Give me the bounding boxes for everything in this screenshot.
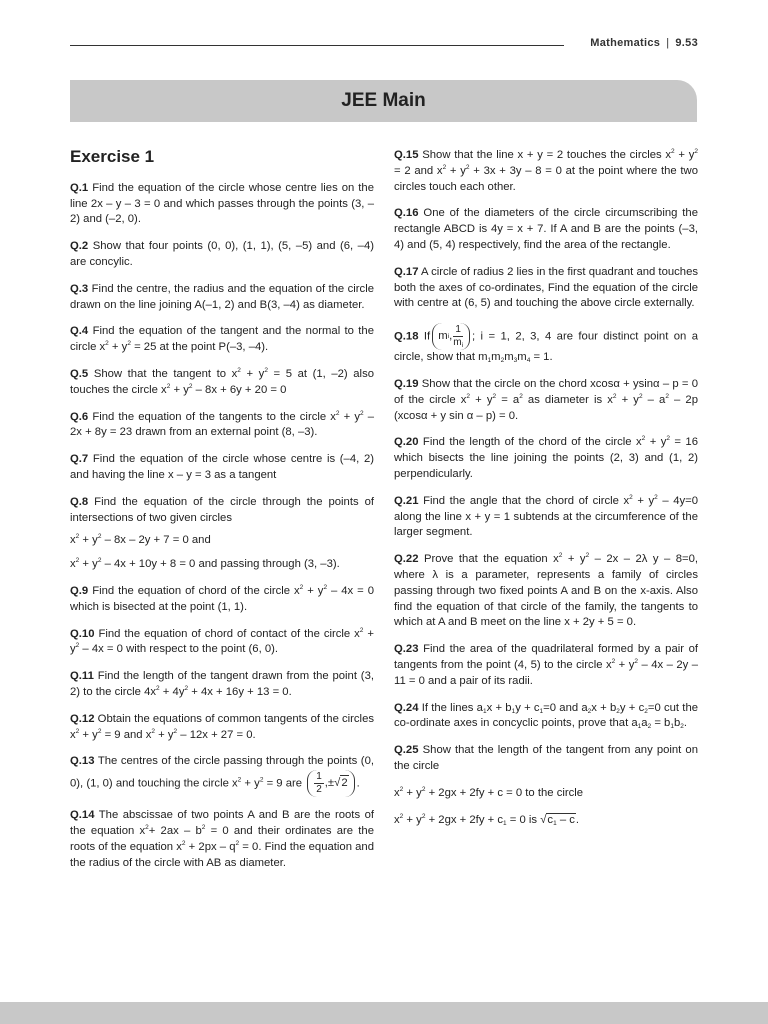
question-17: Q.17 A circle of radius 2 lies in the first quadrant and touches both the axes of co-ordinates, Find the equation of the circle with centre at (6, 5) and touching the above circle externally. [394,265,699,310]
question-3: Q.3 Find the centre, the radius and the equation of the circle drawn on the line joining A(–1, 2) and B(3, –4) as diameter. [70,282,374,311]
header-subject: Mathematics [590,37,661,49]
question-25: Q.25 Show that the length of the tangent from any point on the circle [394,744,698,772]
bottom-bar [0,1002,768,1024]
question-24: Q.24 If the lines $a_1x + b_1y + c_1=0$ and $a_2x + b_2y + c_2=0$ cut the co-ordinate axes in concyclic points, prove that $a_1a_2 = b_1b_2$. [394,701,699,731]
question-22: Q.22 Prove that the equation $x^2 + y^2 - 2x - 2\lambda$ y – 8=0, where λ is a parameter, represents a family of circles passing through two fixed points A and B on the x-axis. Also find the equation of that circle of the family, the tangents to which at A and B meet on the line x + 2y + 5 = 0. [394,552,698,629]
question-23: Q.23 Find the area of the quadrilateral formed by a pair of tangents from the point (4, 5) to the circle $x^2 + y^2 - 4x - 2y - 11 = 0$ and a pair of its radii. [394,643,699,687]
question-14: Q.14 The abscissae of two points A and B are the roots of the equation $x^2+ 2ax - b^2 = 0$ and their ordinates are the roots of the equation $x^2 + 2px - q^2 = 0$. Find the equation and the radius of the circle with AB as diameter. [70,809,374,869]
question-9: Q.9 Find the equation of chord of the circle $x^2 + y^2 - 4x = 0$ which is bisected at the point (1, 1). [70,583,374,613]
question-19: Q.19 Show that the circle on the chord xcosα + ysinα – p = 0 of the circle $x^2 + y^2 = a^2$ as diameter is $x^2 + y^2 - a^2 - 2p$ (xcosα + y sin α – p) = 0. [394,377,698,422]
question-11: Q.11 Find the length of the tangent drawn from the point (3, 2) to the circle $4x^2 + 4y^2 + 4x + 16y + 13 = 0$. [70,670,374,698]
question-10: Q.10 Find the equation of chord of contact of the circle $x^2 + y^2 - 4x = 0$ with respect to the point (6, 0). [70,626,374,656]
question-2: Q.2 Show that four points (0, 0), (1, 1), (5, –5) and (6, –4) are concylic. [70,240,374,268]
question-1: Q.1 Find the equation of the circle whose centre lies on the line 2x – y – 3 = 0 and which passes through the points (3, –2) and (–2, 0). [70,181,374,226]
question-13: Q.13 The centres of the circle passing through the points (0, 0), (1, 0) and touching the circle $x^2 + y^2 = 9$ are $\frac{1}{2}$ ,± √ 2 . [70,755,374,796]
header-separator: | [666,37,670,49]
question-25-equation-2: $x^2 + y^2 + 2gx + 2fy + c_1 = 0$ is $√c_1$ – c. [394,812,580,827]
exercise-title: Exercise 1 [70,147,155,166]
question-25-equation-1: $x^2 + y^2 + 2gx + 2fy + c = 0$ to the circle [394,785,584,799]
question-16: Q.16 One of the diameters of the circle circumscribing the rectangle ABCD is 4y = x + 7. If A and B are the points (–3, 4) and (5, 4) respectively, find the area of the rectangle. [394,207,699,251]
question-13-point: $\frac{1}{2}$ ,± √ 2 [307,770,354,797]
right-column [394,148,698,839]
question-7: Q.7 Find the equation of the circle whose centre is (–4, 2) and having the line x – y = 3 as a tangent [70,453,374,481]
question-12: Q.12 Obtain the equations of common tangents of the circles $x^2 + y^2 = 9$ and $x^2 + y^2 - 12x + 27 = 0$. [70,712,375,741]
question-21: Q.21 Find the angle that the chord of circle $x^2 + y^2 - 4y=0$ along the line x + y = 1 subtends at the circumference of the larger segment. [394,493,699,539]
banner-title: JEE Main [341,90,426,111]
question-6: Q.6 Find the equation of the tangents to the circle $x^2 + y^2 - 2x + 8y = 23$ drawn from an external point (8, –3). [70,409,375,439]
question-18: Q.18 If m i , $\frac{1}{m_i}$ ; i = 1, 2, 3, 4 are four distinct point on a circle, show that $m_1m_2m_3m_4 = 1$. [394,324,699,365]
question-15: Q.15 Show that the line x + y = 2 touches the circles $x^2 + y^2 = 2$ and $x^2 + y^2 + 3x + 3y - 8 = 0$ at the point where the two circles touch each other. [394,148,698,193]
question-5: Q.5 Show that the tangent to $x^2 + y^2 = 5$ at (1, –2) also touches the circle $x^2 + y^2 - 8x + 6y + 20 = 0$ [70,366,375,396]
header-rule [70,45,564,46]
question-4: Q.4 Find the equation of the tangent and the normal to the circle $x^2 + y^2 = 25$ at the point P(–3, –4). [70,325,375,354]
left-column [70,145,374,882]
running-header [590,37,698,49]
question-8-equation-1: $x^2 + y^2 - 8x - 2y + 7 = 0$ and [70,533,211,547]
question-8: Q.8 Find the equation of the circle through the points of intersections of two given circles [70,495,374,524]
header-page-number: 9.53 [675,37,698,49]
question-20: Q.20 Find the length of the chord of the circle $x^2 + y^2 = 16$ which bisects the line joining the points (2, 3) and (1, 2) perpendicularly. [394,435,698,480]
question-25-root: $c_1$ – c [547,813,575,827]
section-banner [70,80,697,122]
question-18-point: m i , $\frac{1}{m_i}$ [432,323,470,350]
question-8-equation-2: $x^2 + y^2 - 4x + 10y + 8 = 0$ and passing through (3, –3). [70,557,340,571]
